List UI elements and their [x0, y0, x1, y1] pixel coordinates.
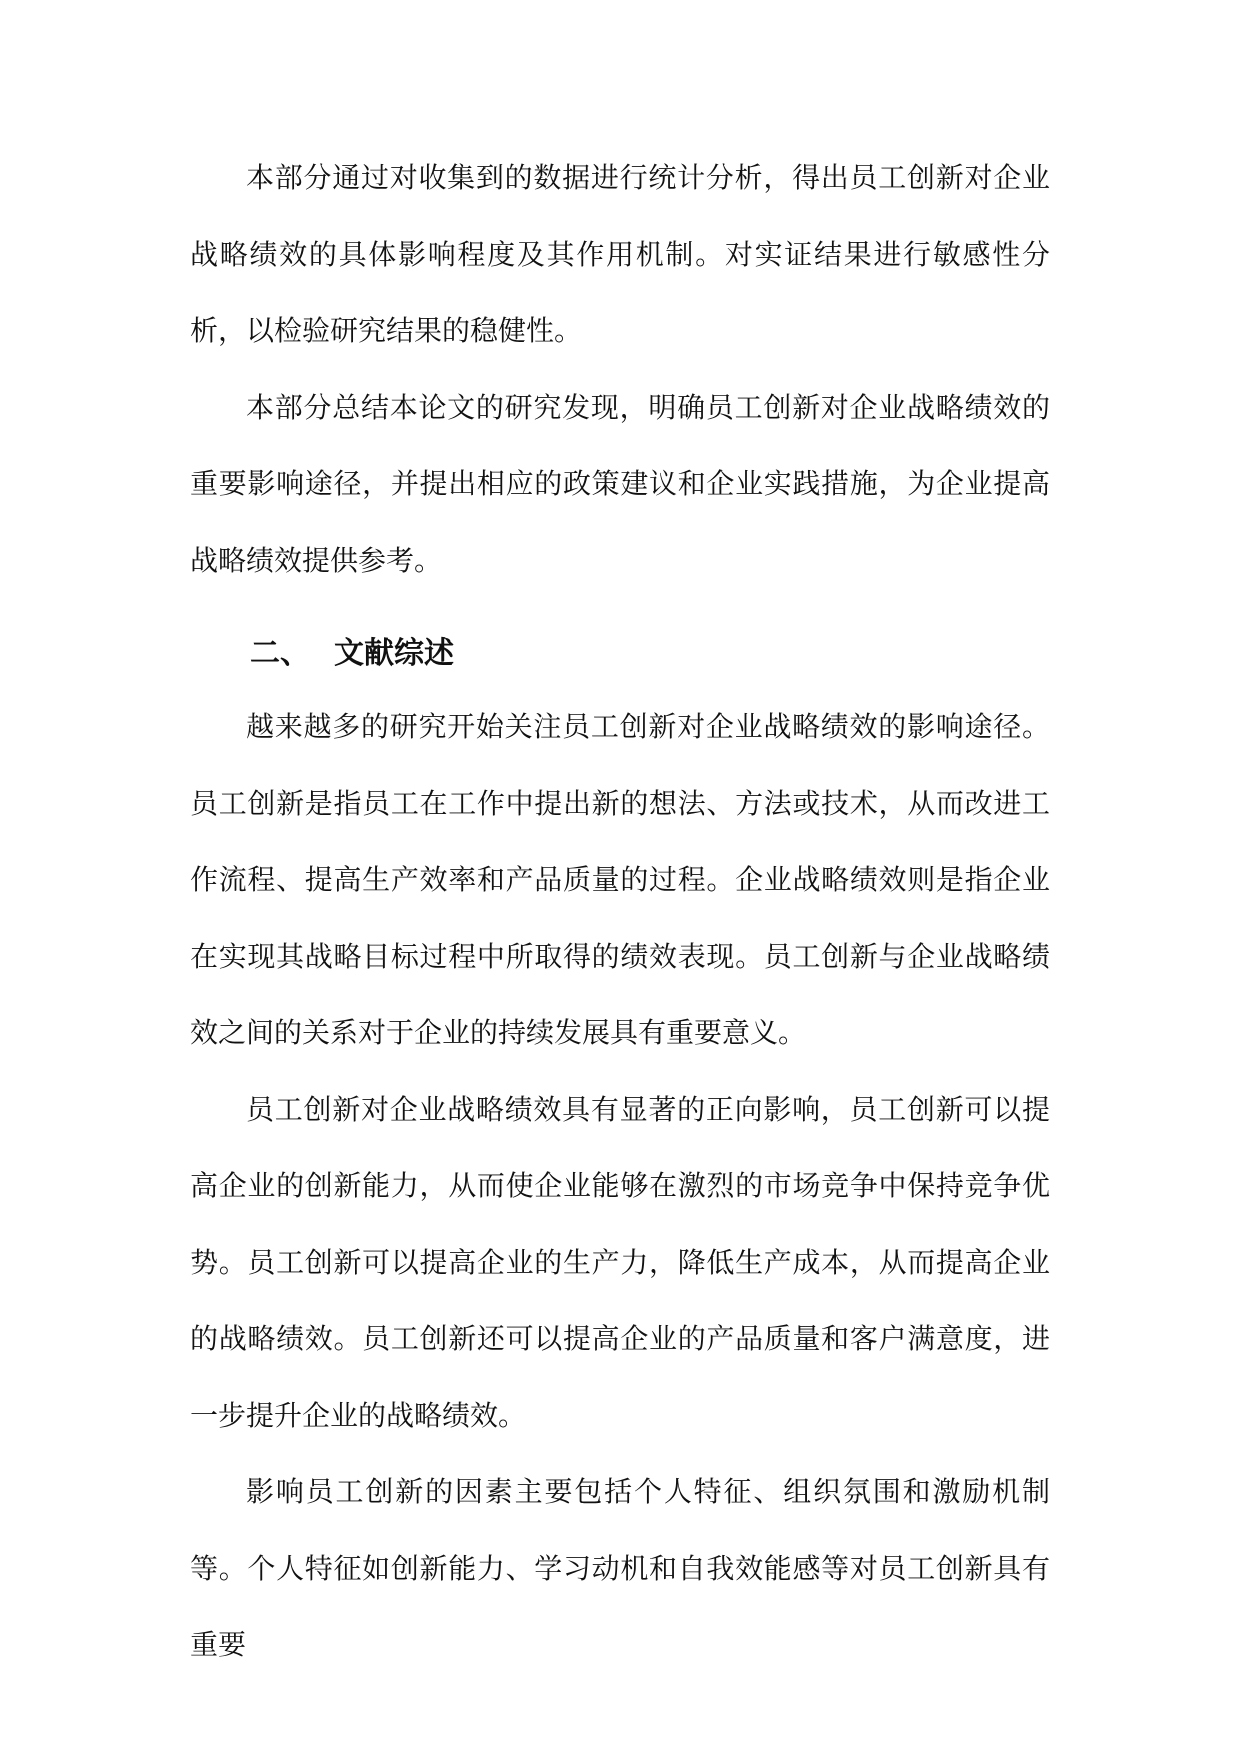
paragraph-positive-impact: 员工创新对企业战略绩效具有显著的正向影响，员工创新可以提高企业的创新能力，从而使企业能够在激烈的市场竞争中保持竞争优势。员工创新可以提高企业的生产力，降低生产成本，从而提高企业的战略绩效。员工创新还可以提高企业的产品质量和客户满意度，进一步提升企业的战略绩效。 [190, 1092, 1050, 1432]
paragraph-conclusion: 本部分总结本论文的研究发现，明确员工创新对企业战略绩效的重要影响途径，并提出相应的政策建议和企业实践措施，为企业提高战略绩效提供参考。 [190, 390, 1050, 577]
page-content [190, 140, 1050, 1684]
paragraph-definition: 越来越多的研究开始关注员工创新对企业战略绩效的影响途径。员工创新是指员工在工作中提出新的想法、方法或技术，从而改进工作流程、提高生产效率和产品质量的过程。企业战略绩效则是指企业在实现其战略目标过程中所取得的绩效表现。员工创新与企业战略绩效之间的关系对于企业的持续发展具有重要意义。 [190, 710, 1050, 1049]
section-title: 文献综述 [334, 636, 454, 671]
paragraph-factors: 影响员工创新的因素主要包括个人特征、组织氛围和激励机制等。个人特征如创新能力、学习动机和自我效能感等对员工创新具有重要 [190, 1475, 1050, 1661]
paragraph-analysis: 本部分通过对收集到的数据进行统计分析，得出员工创新对企业战略绩效的具体影响程度及其作用机制。对实证结果进行敏感性分析，以检验研究结果的稳健性。 [190, 161, 1050, 347]
section-heading [250, 619, 1050, 689]
section-number: 二、 [250, 636, 310, 671]
